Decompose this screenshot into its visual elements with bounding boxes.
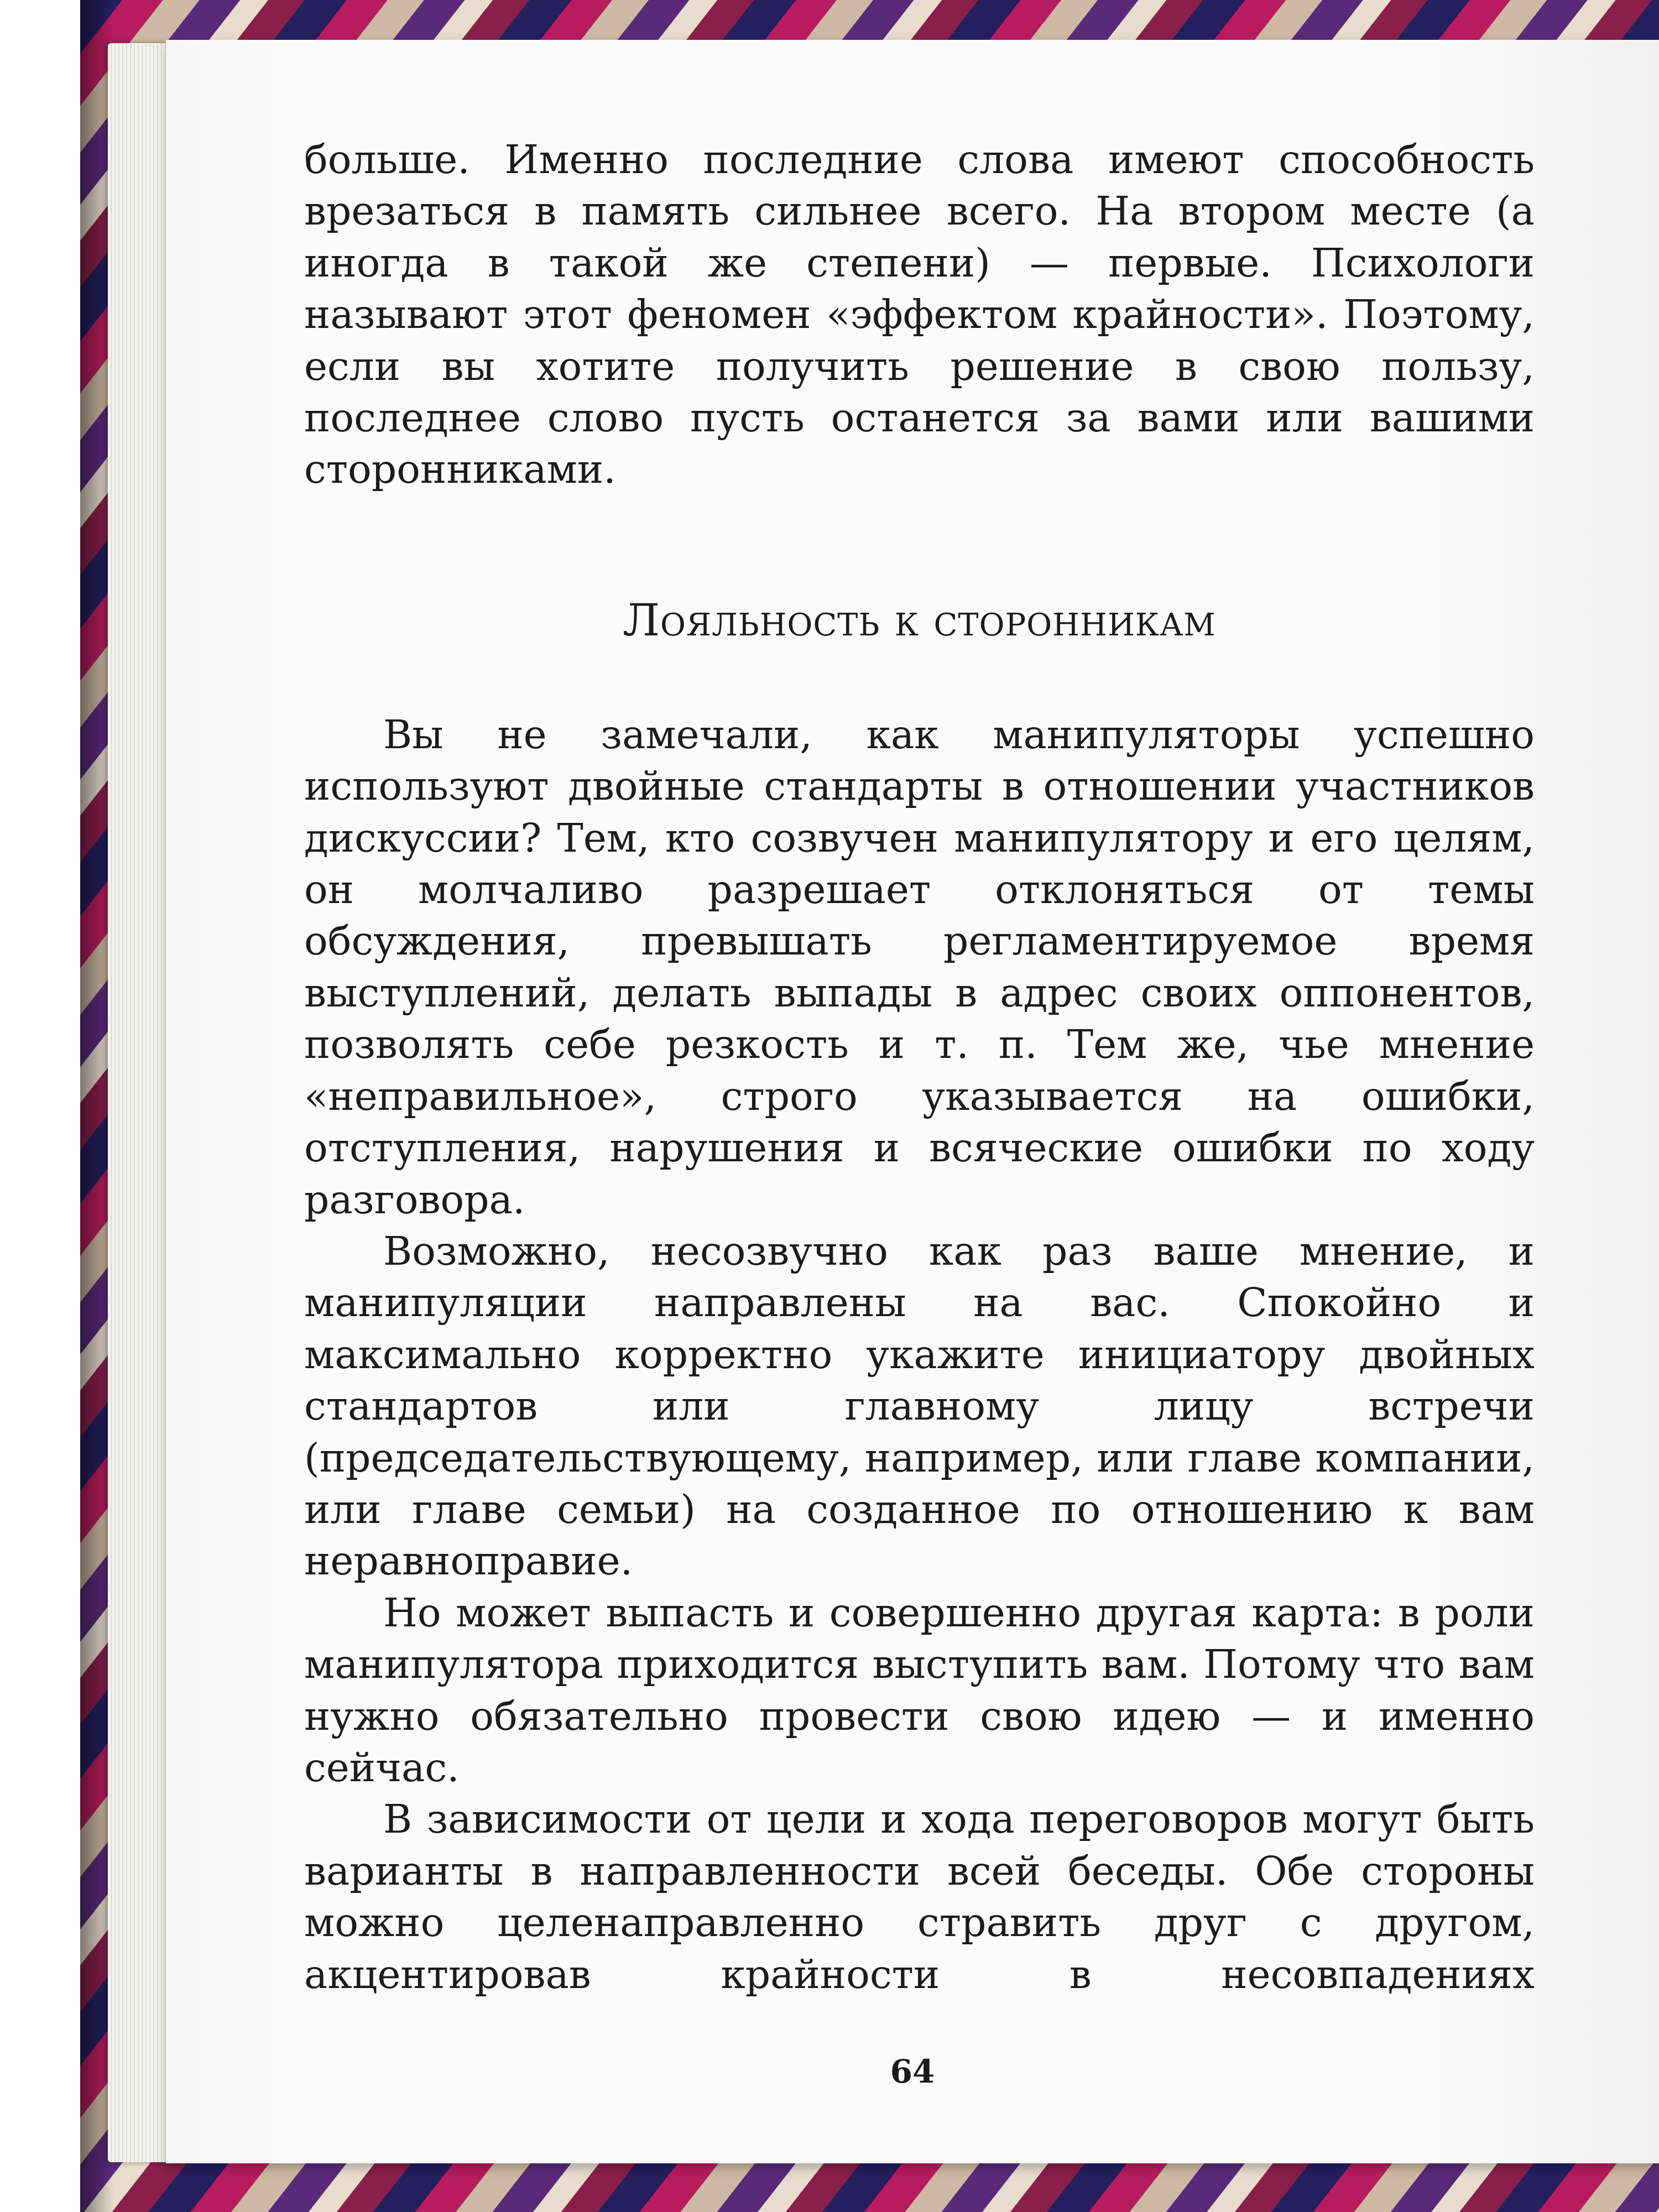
- opening-paragraph: больше. Именно последние слова имеют способность врезаться в память сильнее всего. На втором месте (а иногда в такой же степени) — первые. Психологи называют этот феномен «эффектом крайности». Поэтому, если вы хотите получить решение в свою пользу, последнее слово пусть останется за вами или вашими сторонниками.: [304, 137, 1535, 493]
- paragraph-4: В зависимости от цели и хода переговоров могут быть варианты в направленности всей беседы. Обе стороны можно целенаправленно стравить друг с другом, акцентировав крайности в несовпадениях: [304, 1796, 1535, 1997]
- section-title: Лояльность к сторонникам: [623, 594, 1216, 646]
- paragraph-2: Возможно, несозвучно как раз ваше мнение, и манипуляции направлены на вас. Спокойно и максимально корректно укажите инициатору двойных стандартов или главному лицу встречи (председательствующему, например, или главе компании, или главе семьи) на созданное по отношению к вам неравноправие.: [304, 1228, 1535, 1584]
- book-page: [166, 40, 1659, 2163]
- page-text: [304, 134, 1535, 2000]
- paragraph-3: Но может выпасть и совершенно другая карта: в роли манипулятора приходится выступить вам. Потому что вам нужно обязательно провести свою идею — и именно сейчас.: [304, 1589, 1535, 1791]
- page-number: 64: [890, 2053, 935, 2090]
- paragraph-1: Вы не замечали, как манипуляторы успешно используют двойные стандарты в отношении участников дискуссии? Тем, кто созвучен манипулятору и его целям, он молчаливо разрешает отклоняться от темы обсуждения, превышать регламентируемое время выступлений, делать выпады в адрес своих оппонентов, позволять себе резкость и т. п. Тем же, чье мнение «неправильное», строго указывается на ошибки, отступления, нарушения и всяческие ошибки по ходу разговора.: [304, 711, 1535, 1223]
